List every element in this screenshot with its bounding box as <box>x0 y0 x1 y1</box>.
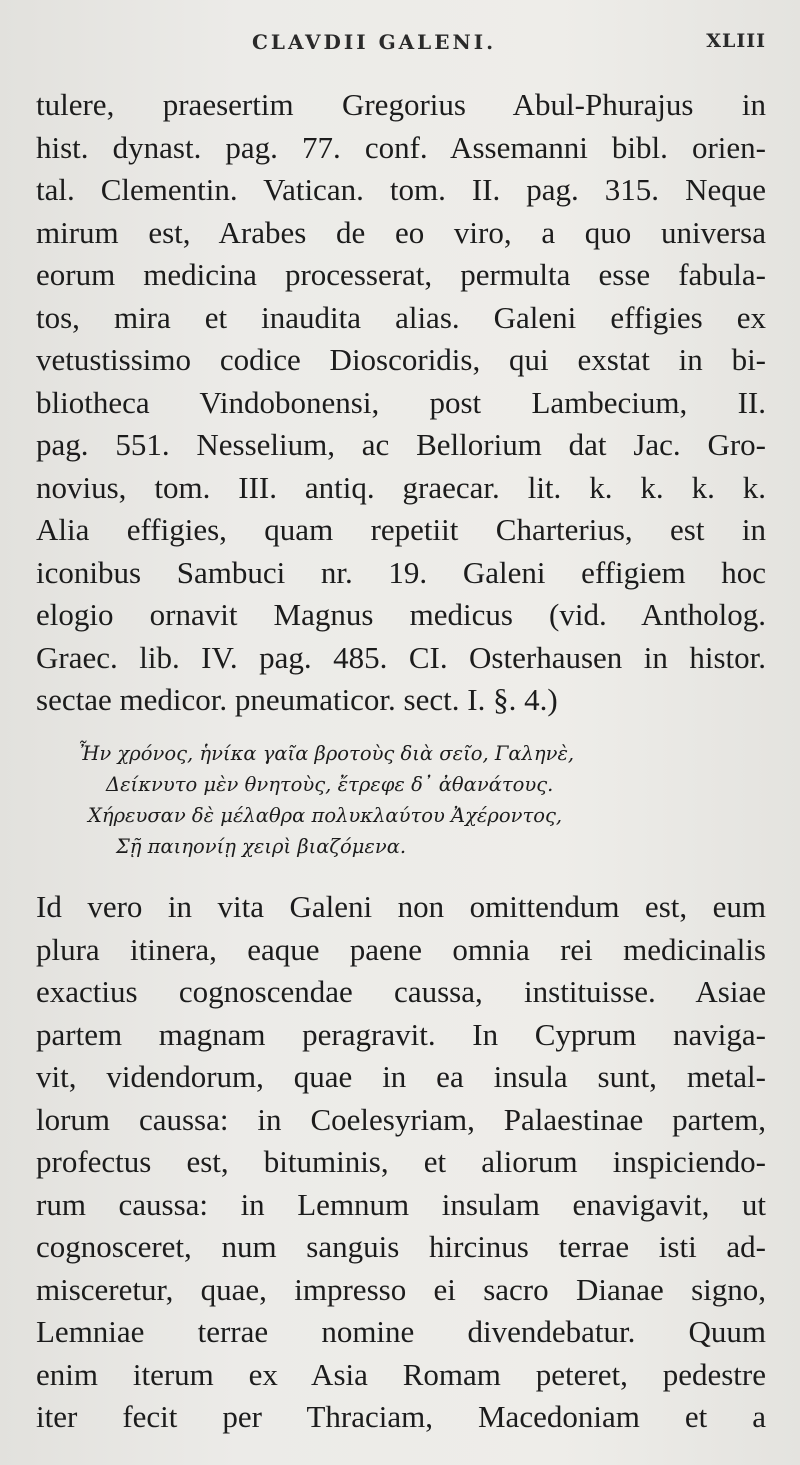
text-line: plura itinera, eaque paene omnia rei medicinalis <box>36 931 766 967</box>
text-line: pag. 551. Nesselium, ac Bellorium dat Jac. Gro- <box>36 427 766 462</box>
text-line: vetustissimo codice Dioscoridis, qui exstat in bi- <box>36 342 766 377</box>
text-line: rum caussa: in Lemnum insulam enavigavit, ut <box>36 1186 766 1222</box>
text-line: sectae medicor. pneumaticor. sect. I. §. 4.) <box>36 682 558 717</box>
running-head <box>0 30 800 58</box>
page-number: XLIII <box>706 30 766 52</box>
text-line: tos, mira et inaudita alias. Galeni effigies ex <box>36 299 766 335</box>
text-line: Graec. lib. IV. pag. 485. CI. Osterhausen in histor. <box>36 639 766 675</box>
text-line: vit, videndorum, quae in ea insula sunt, metal- <box>36 1059 766 1094</box>
paragraph-2 <box>36 886 766 1439</box>
text-line: hist. dynast. pag. 77. conf. Assemanni bibl. orien- <box>36 129 766 165</box>
text-line: misceretur, quae, impresso ei sacro Dianae signo, <box>36 1271 766 1307</box>
verse-line: Χήρευσαν δὲ μέλαθρα πολυκλαύτου Ἀχέροντος, <box>88 804 563 827</box>
greek-epigram <box>78 738 768 862</box>
text-line: bliotheca Vindobonensi, post Lambecium, II. <box>36 384 766 420</box>
verse-line: Δείκνυτο μὲν θνητοὺς, ἔτρεφε δ᾽ ἀθανάτους. <box>106 773 554 796</box>
text-line: exactius cognoscendae caussa, instituisse. Asiae <box>36 974 766 1009</box>
text-line: lorum caussa: in Coelesyriam, Palaestinae partem, <box>36 1101 766 1137</box>
text-line: Id vero in vita Galeni non omittendum est, eum <box>36 889 766 924</box>
text-line: Alia effigies, quam repetiit Charterius, est in <box>36 512 766 547</box>
text-line: partem magnam peragravit. In Cyprum naviga- <box>36 1016 766 1052</box>
text-line: iter fecit per Thraciam, Macedoniam et a <box>36 1399 766 1434</box>
text-line: tulere, praesertim Gregorius Abul-Phurajus in <box>36 87 766 122</box>
running-title: CLAVDII GALENI. <box>252 30 497 54</box>
text-line: iconibus Sambuci nr. 19. Galeni effigiem hoc <box>36 554 766 590</box>
text-line: enim iterum ex Asia Romam peteret, pedestre <box>36 1356 766 1392</box>
text-line: mirum est, Arabes de eo viro, a quo universa <box>36 214 766 250</box>
text-line: elogio ornavit Magnus medicus (vid. Antholog. <box>36 597 766 632</box>
verse-line: Ἦν χρόνος, ἡνίκα γαῖα βροτοὺς διὰ σεῖο, Γαληνὲ, <box>78 742 575 765</box>
text-line: Lemniae terrae nomine divendebatur. Quum <box>36 1314 766 1349</box>
text-line: profectus est, bituminis, et aliorum inspiciendo- <box>36 1144 766 1179</box>
paragraph-1 <box>36 84 766 722</box>
verse-line: Σῇ παιηονίῃ χειρὶ βιαζόμενα. <box>116 835 407 858</box>
text-line: tal. Clementin. Vatican. tom. II. pag. 315. Neque <box>36 172 766 207</box>
text-line: novius, tom. III. antiq. graecar. lit. k. k. k. k. <box>36 469 766 505</box>
text-line: cognosceret, num sanguis hircinus terrae isti ad- <box>36 1229 766 1264</box>
text-line: eorum medicina processerat, permulta esse fabula- <box>36 257 766 292</box>
